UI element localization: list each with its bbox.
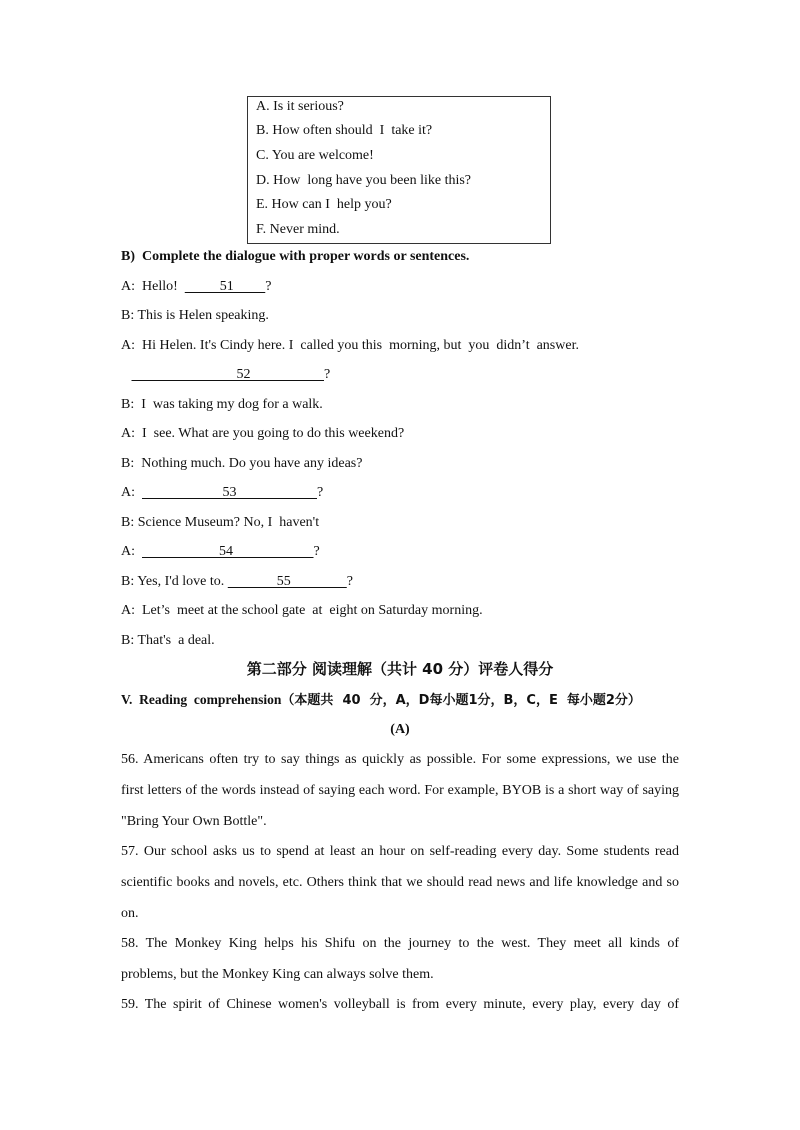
dialogue-line-13: B: That's a deal. (121, 633, 215, 648)
blank-51[interactable]: 51 (184, 279, 266, 294)
blank-53[interactable]: 53 (142, 485, 317, 500)
option-d: D. How long have you been like this? (256, 173, 472, 188)
dialogue-line-3: A: Hi Helen. It's Cindy here. I called you this morning, but you didn’t answer. (121, 338, 579, 353)
punctuation: ? (317, 485, 324, 500)
punctuation: ? (313, 544, 320, 559)
dialogue-line-8 (121, 484, 323, 502)
para-line: on. (121, 906, 139, 921)
dialogue-line-12: A: Let’s meet at the school gate at eight on Saturday morning. (121, 603, 483, 618)
para-line: first letters of the words instead of saying each word. For example, BYOB is a short way of saying (121, 783, 679, 798)
para-line: 56. Americans often try to say things as quickly as possible. For some expressions, we use the (121, 752, 679, 767)
para-line: scientific books and novels, etc. Others think that we should read news and life knowledge and so (121, 875, 679, 890)
passage-label: (A) (390, 722, 410, 737)
options-box (247, 96, 551, 244)
speaker-text: A: Hello! (121, 279, 185, 294)
section-two-title: 第二部分 阅读理解（共计 40 分）评卷人得分 (246, 660, 554, 678)
option-e: E. How can I help you? (256, 197, 392, 212)
option-c: C. You are welcome! (256, 148, 374, 163)
option-f: F. Never mind. (256, 222, 340, 237)
blank-55[interactable]: 55 (227, 574, 347, 589)
punctuation: ? (324, 367, 331, 382)
para-line: 57. Our school asks us to spend at least an hour on self-reading every day. Some students read (121, 844, 679, 859)
dialogue-line-1 (121, 278, 271, 296)
punctuation: ? (346, 574, 353, 589)
reading-heading-en: V. Reading comprehension (121, 692, 282, 707)
dialogue-line-2: B: This is Helen speaking. (121, 308, 269, 323)
dialogue-line-10 (121, 543, 320, 561)
dialogue-line-11 (121, 573, 353, 591)
reading-heading-cn: （本题共 40 分，A，D每小题1分，B，C，E 每小题2分） (281, 693, 641, 708)
blank-54[interactable]: 54 (142, 544, 314, 559)
part-b-heading: B) Complete the dialogue with proper words or sentences. (121, 249, 470, 264)
speaker-text: A: (121, 544, 142, 559)
indent (121, 367, 132, 382)
dialogue-line-7: B: Nothing much. Do you have any ideas? (121, 456, 363, 471)
option-a: A. Is it serious? (256, 99, 344, 114)
dialogue-line-5: B: I was taking my dog for a walk. (121, 397, 323, 412)
speaker-text: B: Yes, I'd love to. (121, 574, 228, 589)
para-line: problems, but the Monkey King can always solve them. (121, 967, 434, 982)
dialogue-line-4 (121, 366, 330, 384)
dialogue-line-9: B: Science Museum? No, I haven't (121, 515, 320, 530)
option-b: B. How often should I take it? (256, 123, 433, 138)
para-line: "Bring Your Own Bottle". (121, 814, 267, 829)
reading-heading (121, 691, 641, 710)
speaker-text: A: (121, 485, 142, 500)
punctuation: ? (265, 279, 272, 294)
dialogue-line-6: A: I see. What are you going to do this weekend? (121, 426, 405, 441)
blank-52[interactable]: 52 (131, 367, 324, 382)
para-line: 58. The Monkey King helps his Shifu on the journey to the west. They meet all kinds of (121, 936, 679, 951)
para-line: 59. The spirit of Chinese women's volleyball is from every minute, every play, every day of (121, 997, 679, 1012)
